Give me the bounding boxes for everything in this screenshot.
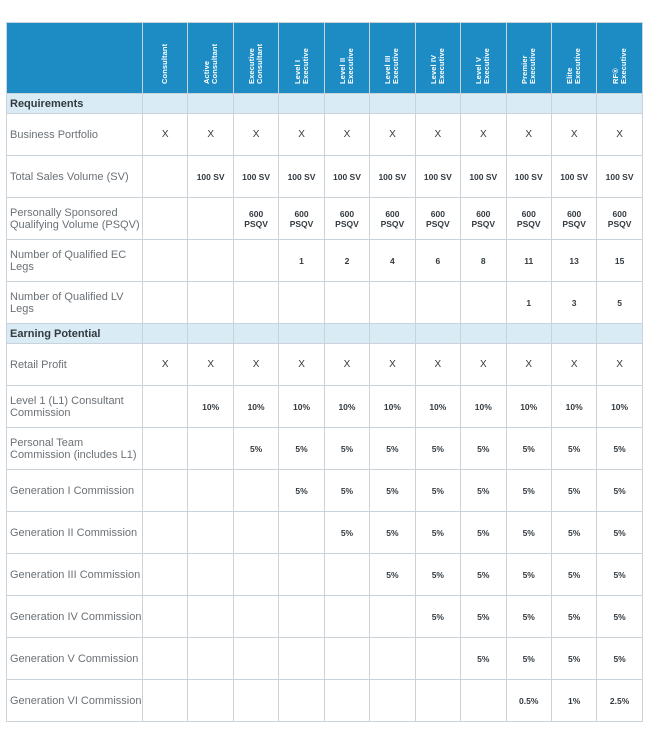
table-cell: 600 PSQV [597,198,642,240]
table-cell: 5% [506,428,551,470]
column-header-label: RF® Executive [610,48,628,84]
section-filler-cell [461,324,506,344]
table-cell [233,680,278,722]
section-filler-cell [370,324,415,344]
table-row [7,156,643,198]
table-cell [415,282,460,324]
section-title: Earning Potential [7,324,143,344]
table-cell: 600 PSQV [551,198,596,240]
table-cell [143,156,188,198]
table-cell: 5% [233,428,278,470]
table-cell: 5% [461,470,506,512]
table-cell: X [324,344,369,386]
table-cell: 5% [415,596,460,638]
table-row [7,428,643,470]
table-cell [143,638,188,680]
table-cell: 600 PSQV [279,198,324,240]
column-header-label: Level II Executive [337,48,355,84]
section-filler-cell [506,94,551,114]
table-row [7,198,643,240]
table-row [7,344,643,386]
table-cell [370,596,415,638]
table-cell: X [233,114,278,156]
table-cell: 600 PSQV [461,198,506,240]
column-header [597,23,642,94]
table-cell [233,638,278,680]
table-cell: 3 [551,282,596,324]
table-cell: 100 SV [597,156,642,198]
column-header [143,23,188,94]
table-cell [233,596,278,638]
column-header [279,23,324,94]
table-cell [370,282,415,324]
table-cell [143,554,188,596]
table-cell: 5% [597,428,642,470]
table-cell: 5% [551,428,596,470]
table-cell: 5 [597,282,642,324]
table-row [7,114,643,156]
row-label: Total Sales Volume (SV) [7,156,143,198]
table-row [7,512,643,554]
table-cell: X [597,344,642,386]
table-cell: 1% [551,680,596,722]
table-cell: 5% [597,638,642,680]
table-cell: X [597,114,642,156]
table-cell: 5% [415,512,460,554]
table-cell [324,554,369,596]
section-filler-cell [506,324,551,344]
section-filler-cell [324,94,369,114]
table-cell: 5% [461,428,506,470]
table-cell: X [551,114,596,156]
table-cell: 5% [551,512,596,554]
section-header-row [7,94,643,114]
table-row [7,680,643,722]
table-row [7,554,643,596]
table-cell: 10% [597,386,642,428]
row-label: Business Portfolio [7,114,143,156]
table-cell: 600 PSQV [415,198,460,240]
table-cell: 5% [370,470,415,512]
table-cell: 5% [461,638,506,680]
table-cell [188,554,233,596]
row-label: Number of Qualified LV Legs [7,282,143,324]
table-cell: 5% [551,596,596,638]
table-cell: 5% [506,554,551,596]
section-filler-cell [415,94,460,114]
section-filler-cell [143,324,188,344]
table-cell: 600 PSQV [370,198,415,240]
column-header-label: Executive Consultant [247,43,265,84]
table-cell [324,638,369,680]
table-cell: 10% [233,386,278,428]
section-filler-cell [143,94,188,114]
table-cell: 5% [370,428,415,470]
table-cell: 5% [506,512,551,554]
column-header-label: Level I Executive [292,48,310,84]
table-cell: 5% [597,596,642,638]
row-label: Number of Qualified EC Legs [7,240,143,282]
header-corner-cell [7,23,143,94]
table-cell [233,554,278,596]
section-filler-cell [324,324,369,344]
table-cell: 5% [324,512,369,554]
table-cell: 100 SV [370,156,415,198]
table-cell [188,240,233,282]
table-cell: X [370,344,415,386]
table-cell: 10% [506,386,551,428]
table-cell: 2.5% [597,680,642,722]
table-cell: 11 [506,240,551,282]
section-filler-cell [188,324,233,344]
table-cell: 5% [551,470,596,512]
table-cell [188,680,233,722]
column-header [506,23,551,94]
table-cell [188,470,233,512]
table-cell [461,680,506,722]
table-cell: 100 SV [551,156,596,198]
table-cell: 5% [551,638,596,680]
table-cell: 100 SV [188,156,233,198]
table-cell: 10% [551,386,596,428]
table-cell: 5% [324,470,369,512]
table-cell: 100 SV [461,156,506,198]
table-cell: X [188,344,233,386]
table-cell: 1 [279,240,324,282]
table-cell: X [143,344,188,386]
header-row [7,23,643,94]
row-label: Personally Sponsored Qualifying Volume (PSQV) [7,198,143,240]
table-cell [188,198,233,240]
table-cell: 100 SV [279,156,324,198]
section-filler-cell [279,324,324,344]
table-cell: 5% [370,512,415,554]
table-cell: 5% [279,428,324,470]
table-cell [279,512,324,554]
row-label: Generation III Commission [7,554,143,596]
table-row [7,638,643,680]
table-cell: X [551,344,596,386]
table-cell: 2 [324,240,369,282]
table-cell: 10% [461,386,506,428]
column-header [461,23,506,94]
table-cell [279,596,324,638]
table-cell: 4 [370,240,415,282]
table-cell: 5% [415,470,460,512]
row-label: Level 1 (L1) Consultant Commission [7,386,143,428]
table-cell: 5% [279,470,324,512]
row-label: Generation II Commission [7,512,143,554]
comparison-table-wrapper [6,22,643,722]
table-cell [188,428,233,470]
table-cell [143,240,188,282]
table-cell [279,680,324,722]
table-cell [143,282,188,324]
table-cell: 5% [551,554,596,596]
table-cell: 5% [461,554,506,596]
column-header [551,23,596,94]
table-cell: 5% [506,638,551,680]
table-cell [415,680,460,722]
table-cell: 5% [461,512,506,554]
table-cell [324,680,369,722]
table-cell [188,596,233,638]
table-cell: X [188,114,233,156]
table-cell: 6 [415,240,460,282]
column-header [370,23,415,94]
table-cell: X [506,114,551,156]
table-cell: 5% [597,554,642,596]
section-filler-cell [597,324,642,344]
table-cell: X [415,344,460,386]
table-cell: X [279,114,324,156]
section-filler-cell [279,94,324,114]
table-cell [143,470,188,512]
section-filler-cell [551,324,596,344]
table-row [7,470,643,512]
table-cell [233,282,278,324]
table-row [7,386,643,428]
section-filler-cell [415,324,460,344]
table-cell: X [415,114,460,156]
column-header-label: Level III Executive [383,48,401,84]
table-cell [324,596,369,638]
row-label: Personal Team Commission (includes L1) [7,428,143,470]
table-cell [233,512,278,554]
table-cell [143,428,188,470]
table-cell: 5% [370,554,415,596]
table-cell: 100 SV [506,156,551,198]
column-header-label: Level IV Executive [428,48,446,84]
table-cell: 5% [506,470,551,512]
table-cell [233,470,278,512]
table-row [7,282,643,324]
table-cell [324,282,369,324]
section-filler-cell [233,94,278,114]
column-header [233,23,278,94]
table-row [7,240,643,282]
table-cell: 600 PSQV [506,198,551,240]
table-cell: X [461,344,506,386]
table-cell: 8 [461,240,506,282]
table-cell: 100 SV [233,156,278,198]
table-cell: 5% [597,470,642,512]
column-header-label: Active Consultant [201,43,219,84]
section-filler-cell [597,94,642,114]
table-cell: X [370,114,415,156]
table-cell [188,512,233,554]
table-cell: 600 PSQV [233,198,278,240]
table-cell: 5% [324,428,369,470]
table-cell [370,638,415,680]
table-cell [188,282,233,324]
table-cell: 10% [415,386,460,428]
section-filler-cell [551,94,596,114]
row-label: Retail Profit [7,344,143,386]
table-cell [370,680,415,722]
section-title: Requirements [7,94,143,114]
table-cell: 13 [551,240,596,282]
table-body [7,94,643,722]
row-label: Generation IV Commission [7,596,143,638]
table-cell: 5% [415,428,460,470]
table-cell: 0.5% [506,680,551,722]
table-cell: X [233,344,278,386]
table-cell: X [506,344,551,386]
table-cell: 5% [506,596,551,638]
table-cell: 100 SV [415,156,460,198]
table-cell [279,638,324,680]
section-filler-cell [370,94,415,114]
table-cell: 10% [324,386,369,428]
table-cell: 10% [370,386,415,428]
table-cell [143,386,188,428]
row-label: Generation V Commission [7,638,143,680]
table-cell [233,240,278,282]
table-cell [143,680,188,722]
row-label: Generation I Commission [7,470,143,512]
table-cell: 5% [415,554,460,596]
column-header-label: Elite Executive [565,48,583,84]
table-cell: 5% [461,596,506,638]
section-filler-cell [461,94,506,114]
section-header-row [7,324,643,344]
table-cell: X [279,344,324,386]
table-row [7,596,643,638]
row-label: Generation VI Commission [7,680,143,722]
table-cell [415,638,460,680]
table-cell: 600 PSQV [324,198,369,240]
column-header [415,23,460,94]
table-cell [279,554,324,596]
table-cell [143,198,188,240]
table-cell: 5% [597,512,642,554]
table-cell [461,282,506,324]
table-cell: 100 SV [324,156,369,198]
table-cell [143,596,188,638]
table-cell [188,638,233,680]
table-cell: 10% [188,386,233,428]
table-cell [143,512,188,554]
column-header-label: Consultant [160,43,170,84]
table-cell: X [143,114,188,156]
table-cell: 10% [279,386,324,428]
column-header-label: Level V Executive [474,48,492,84]
rank-comparison-table [6,22,643,722]
column-header-label: Premier Executive [519,48,537,84]
table-cell: X [324,114,369,156]
column-header [324,23,369,94]
section-filler-cell [233,324,278,344]
table-cell [279,282,324,324]
column-header [188,23,233,94]
section-filler-cell [188,94,233,114]
table-cell: 15 [597,240,642,282]
table-cell: 1 [506,282,551,324]
table-cell: X [461,114,506,156]
